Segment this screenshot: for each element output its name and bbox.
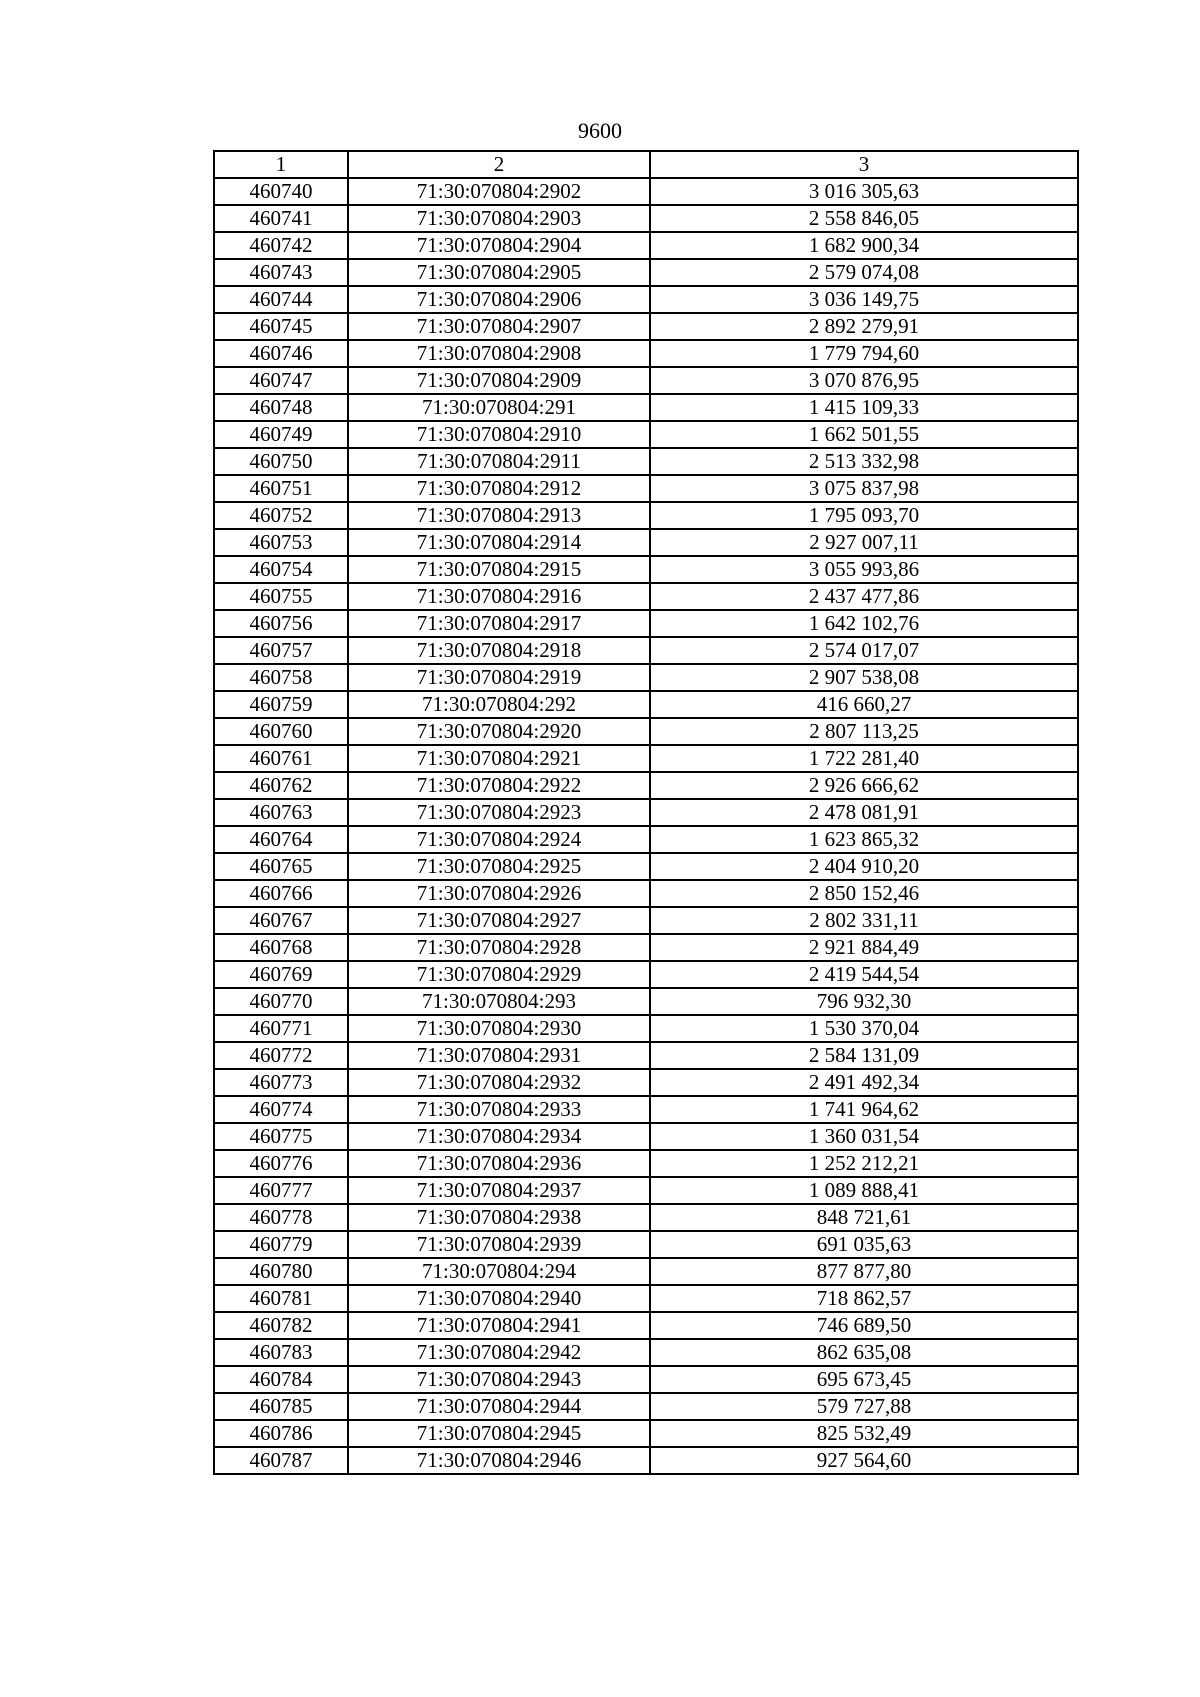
cadastral-number-cell: 71:30:070804:292 bbox=[348, 691, 650, 718]
table-row bbox=[214, 610, 1078, 637]
cadastral-number-cell: 71:30:070804:2942 bbox=[348, 1339, 650, 1366]
cadastral-number-cell: 71:30:070804:2927 bbox=[348, 907, 650, 934]
row-number-cell: 460780 bbox=[214, 1258, 348, 1285]
value-cell: 579 727,88 bbox=[650, 1393, 1078, 1420]
table-row bbox=[214, 826, 1078, 853]
cadastral-number-cell: 71:30:070804:2903 bbox=[348, 205, 650, 232]
row-number-cell: 460756 bbox=[214, 610, 348, 637]
row-number-cell: 460784 bbox=[214, 1366, 348, 1393]
cadastral-number-cell: 71:30:070804:2919 bbox=[348, 664, 650, 691]
row-number-cell: 460776 bbox=[214, 1150, 348, 1177]
value-cell: 2 513 332,98 bbox=[650, 448, 1078, 475]
value-cell: 1 360 031,54 bbox=[650, 1123, 1078, 1150]
row-number-cell: 460770 bbox=[214, 988, 348, 1015]
cadastral-number-cell: 71:30:070804:2924 bbox=[348, 826, 650, 853]
cadastral-number-cell: 71:30:070804:2931 bbox=[348, 1042, 650, 1069]
table-row bbox=[214, 1096, 1078, 1123]
value-cell: 2 478 081,91 bbox=[650, 799, 1078, 826]
row-number-cell: 460740 bbox=[214, 178, 348, 205]
row-number-cell: 460774 bbox=[214, 1096, 348, 1123]
row-number-cell: 460767 bbox=[214, 907, 348, 934]
value-cell: 1 623 865,32 bbox=[650, 826, 1078, 853]
value-cell: 718 862,57 bbox=[650, 1285, 1078, 1312]
table-row bbox=[214, 853, 1078, 880]
row-number-cell: 460768 bbox=[214, 934, 348, 961]
table-body bbox=[214, 151, 1078, 1474]
value-cell: 3 075 837,98 bbox=[650, 475, 1078, 502]
table-row bbox=[214, 961, 1078, 988]
row-number-cell: 460785 bbox=[214, 1393, 348, 1420]
table-row bbox=[214, 799, 1078, 826]
cadastral-number-cell: 71:30:070804:2928 bbox=[348, 934, 650, 961]
cadastral-number-cell: 71:30:070804:2938 bbox=[348, 1204, 650, 1231]
cadastral-number-cell: 71:30:070804:2914 bbox=[348, 529, 650, 556]
page-number: 9600 bbox=[578, 118, 622, 143]
cadastral-number-cell: 71:30:070804:2912 bbox=[348, 475, 650, 502]
table-row bbox=[214, 502, 1078, 529]
cadastral-number-cell: 71:30:070804:2902 bbox=[348, 178, 650, 205]
table-row bbox=[214, 1231, 1078, 1258]
value-cell: 2 579 074,08 bbox=[650, 259, 1078, 286]
cadastral-number-cell: 71:30:070804:2932 bbox=[348, 1069, 650, 1096]
table-row bbox=[214, 1447, 1078, 1474]
value-cell: 695 673,45 bbox=[650, 1366, 1078, 1393]
table-row bbox=[214, 367, 1078, 394]
value-cell: 1 662 501,55 bbox=[650, 421, 1078, 448]
cadastral-number-cell: 71:30:070804:2910 bbox=[348, 421, 650, 448]
row-number-cell: 460753 bbox=[214, 529, 348, 556]
cadastral-number-cell: 71:30:070804:2918 bbox=[348, 637, 650, 664]
table-row bbox=[214, 664, 1078, 691]
value-cell: 2 892 279,91 bbox=[650, 313, 1078, 340]
value-cell: 2 926 666,62 bbox=[650, 772, 1078, 799]
table-row bbox=[214, 1042, 1078, 1069]
row-number-cell: 460742 bbox=[214, 232, 348, 259]
cadastral-number-cell: 71:30:070804:2940 bbox=[348, 1285, 650, 1312]
table-row bbox=[214, 178, 1078, 205]
cadastral-number-cell: 71:30:070804:2922 bbox=[348, 772, 650, 799]
table-row bbox=[214, 583, 1078, 610]
row-number-cell: 460745 bbox=[214, 313, 348, 340]
cadastral-number-cell: 71:30:070804:2934 bbox=[348, 1123, 650, 1150]
row-number-cell: 460772 bbox=[214, 1042, 348, 1069]
row-number-cell: 460749 bbox=[214, 421, 348, 448]
table-row bbox=[214, 1393, 1078, 1420]
cadastral-number-cell: 71:30:070804:2913 bbox=[348, 502, 650, 529]
table-row bbox=[214, 988, 1078, 1015]
table-row bbox=[214, 556, 1078, 583]
cadastral-number-cell: 71:30:070804:2907 bbox=[348, 313, 650, 340]
value-cell: 1 741 964,62 bbox=[650, 1096, 1078, 1123]
value-cell: 2 437 477,86 bbox=[650, 583, 1078, 610]
cadastral-number-cell: 71:30:070804:2905 bbox=[348, 259, 650, 286]
row-number-cell: 460750 bbox=[214, 448, 348, 475]
cadastral-number-cell: 71:30:070804:2929 bbox=[348, 961, 650, 988]
table-row bbox=[214, 1312, 1078, 1339]
row-number-cell: 460769 bbox=[214, 961, 348, 988]
table-row bbox=[214, 205, 1078, 232]
value-cell: 1 415 109,33 bbox=[650, 394, 1078, 421]
cadastral-number-cell: 71:30:070804:2920 bbox=[348, 718, 650, 745]
value-cell: 1 682 900,34 bbox=[650, 232, 1078, 259]
cadastral-number-cell: 71:30:070804:2925 bbox=[348, 853, 650, 880]
cadastral-number-cell: 71:30:070804:2937 bbox=[348, 1177, 650, 1204]
cadastral-number-cell: 71:30:070804:2930 bbox=[348, 1015, 650, 1042]
table-row bbox=[214, 286, 1078, 313]
table-row bbox=[214, 1339, 1078, 1366]
table-row bbox=[214, 745, 1078, 772]
cadastral-number-cell: 71:30:070804:2911 bbox=[348, 448, 650, 475]
table-row bbox=[214, 313, 1078, 340]
row-number-cell: 460781 bbox=[214, 1285, 348, 1312]
cadastral-number-cell: 71:30:070804:2943 bbox=[348, 1366, 650, 1393]
cadastral-number-cell: 71:30:070804:2917 bbox=[348, 610, 650, 637]
row-number-cell: 460777 bbox=[214, 1177, 348, 1204]
cadastral-number-cell: 71:30:070804:2904 bbox=[348, 232, 650, 259]
value-cell: 1 252 212,21 bbox=[650, 1150, 1078, 1177]
value-cell: 2 574 017,07 bbox=[650, 637, 1078, 664]
value-cell: 691 035,63 bbox=[650, 1231, 1078, 1258]
row-number-cell: 460773 bbox=[214, 1069, 348, 1096]
value-cell: 2 558 846,05 bbox=[650, 205, 1078, 232]
row-number-cell: 460757 bbox=[214, 637, 348, 664]
cadastral-number-cell: 71:30:070804:2926 bbox=[348, 880, 650, 907]
value-cell: 2 419 544,54 bbox=[650, 961, 1078, 988]
row-number-cell: 460764 bbox=[214, 826, 348, 853]
table-row bbox=[214, 232, 1078, 259]
column-header-number: 1 bbox=[214, 151, 348, 178]
cadastral-number-cell: 71:30:070804:2941 bbox=[348, 1312, 650, 1339]
column-header-cadastral: 2 bbox=[348, 151, 650, 178]
row-number-cell: 460760 bbox=[214, 718, 348, 745]
row-number-cell: 460758 bbox=[214, 664, 348, 691]
row-number-cell: 460762 bbox=[214, 772, 348, 799]
table-row bbox=[214, 880, 1078, 907]
table-row bbox=[214, 1069, 1078, 1096]
column-header-value: 3 bbox=[650, 151, 1078, 178]
cadastral-number-cell: 71:30:070804:2946 bbox=[348, 1447, 650, 1474]
row-number-cell: 460771 bbox=[214, 1015, 348, 1042]
value-cell: 2 802 331,11 bbox=[650, 907, 1078, 934]
row-number-cell: 460786 bbox=[214, 1420, 348, 1447]
cadastral-number-cell: 71:30:070804:291 bbox=[348, 394, 650, 421]
table-row bbox=[214, 1123, 1078, 1150]
table-row bbox=[214, 1366, 1078, 1393]
table-row bbox=[214, 637, 1078, 664]
cadastral-number-cell: 71:30:070804:2933 bbox=[348, 1096, 650, 1123]
row-number-cell: 460754 bbox=[214, 556, 348, 583]
table-row bbox=[214, 907, 1078, 934]
value-cell: 2 584 131,09 bbox=[650, 1042, 1078, 1069]
value-cell: 796 932,30 bbox=[650, 988, 1078, 1015]
table-row bbox=[214, 475, 1078, 502]
cadastral-number-cell: 71:30:070804:2944 bbox=[348, 1393, 650, 1420]
table-row bbox=[214, 1285, 1078, 1312]
cadastral-number-cell: 71:30:070804:2915 bbox=[348, 556, 650, 583]
row-number-cell: 460759 bbox=[214, 691, 348, 718]
table-row bbox=[214, 1204, 1078, 1231]
row-number-cell: 460751 bbox=[214, 475, 348, 502]
row-number-cell: 460787 bbox=[214, 1447, 348, 1474]
row-number-cell: 460765 bbox=[214, 853, 348, 880]
table-row bbox=[214, 340, 1078, 367]
table-row bbox=[214, 259, 1078, 286]
value-cell: 3 055 993,86 bbox=[650, 556, 1078, 583]
table-row bbox=[214, 718, 1078, 745]
cadastral-number-cell: 71:30:070804:2939 bbox=[348, 1231, 650, 1258]
row-number-cell: 460743 bbox=[214, 259, 348, 286]
cadastral-number-cell: 71:30:070804:2916 bbox=[348, 583, 650, 610]
row-number-cell: 460761 bbox=[214, 745, 348, 772]
cadastral-number-cell: 71:30:070804:2945 bbox=[348, 1420, 650, 1447]
table-row bbox=[214, 421, 1078, 448]
value-cell: 2 921 884,49 bbox=[650, 934, 1078, 961]
value-cell: 927 564,60 bbox=[650, 1447, 1078, 1474]
value-cell: 1 779 794,60 bbox=[650, 340, 1078, 367]
row-number-cell: 460783 bbox=[214, 1339, 348, 1366]
value-cell: 746 689,50 bbox=[650, 1312, 1078, 1339]
table-row bbox=[214, 934, 1078, 961]
cadastral-number-cell: 71:30:070804:2906 bbox=[348, 286, 650, 313]
cadastral-number-cell: 71:30:070804:2923 bbox=[348, 799, 650, 826]
row-number-cell: 460778 bbox=[214, 1204, 348, 1231]
value-cell: 2 907 538,08 bbox=[650, 664, 1078, 691]
table-row bbox=[214, 448, 1078, 475]
cadastral-number-cell: 71:30:070804:2921 bbox=[348, 745, 650, 772]
row-number-cell: 460755 bbox=[214, 583, 348, 610]
row-number-cell: 460775 bbox=[214, 1123, 348, 1150]
row-number-cell: 460752 bbox=[214, 502, 348, 529]
value-cell: 1 089 888,41 bbox=[650, 1177, 1078, 1204]
table-row bbox=[214, 1177, 1078, 1204]
value-cell: 1 530 370,04 bbox=[650, 1015, 1078, 1042]
cadastral-number-cell: 71:30:070804:2908 bbox=[348, 340, 650, 367]
table-row bbox=[214, 1420, 1078, 1447]
value-cell: 877 877,80 bbox=[650, 1258, 1078, 1285]
value-cell: 3 070 876,95 bbox=[650, 367, 1078, 394]
register-table bbox=[213, 150, 1079, 1475]
row-number-cell: 460747 bbox=[214, 367, 348, 394]
value-cell: 2 404 910,20 bbox=[650, 853, 1078, 880]
value-cell: 825 532,49 bbox=[650, 1420, 1078, 1447]
row-number-cell: 460766 bbox=[214, 880, 348, 907]
header-row bbox=[214, 151, 1078, 178]
cadastral-number-cell: 71:30:070804:294 bbox=[348, 1258, 650, 1285]
row-number-cell: 460746 bbox=[214, 340, 348, 367]
value-cell: 848 721,61 bbox=[650, 1204, 1078, 1231]
table-row bbox=[214, 772, 1078, 799]
value-cell: 1 795 093,70 bbox=[650, 502, 1078, 529]
table-row bbox=[214, 691, 1078, 718]
table-row bbox=[214, 394, 1078, 421]
value-cell: 3 016 305,63 bbox=[650, 178, 1078, 205]
cadastral-number-cell: 71:30:070804:2909 bbox=[348, 367, 650, 394]
row-number-cell: 460782 bbox=[214, 1312, 348, 1339]
table-row bbox=[214, 1015, 1078, 1042]
value-cell: 416 660,27 bbox=[650, 691, 1078, 718]
row-number-cell: 460744 bbox=[214, 286, 348, 313]
value-cell: 2 850 152,46 bbox=[650, 880, 1078, 907]
value-cell: 1 642 102,76 bbox=[650, 610, 1078, 637]
cadastral-number-cell: 71:30:070804:293 bbox=[348, 988, 650, 1015]
value-cell: 1 722 281,40 bbox=[650, 745, 1078, 772]
value-cell: 862 635,08 bbox=[650, 1339, 1078, 1366]
value-cell: 3 036 149,75 bbox=[650, 286, 1078, 313]
row-number-cell: 460741 bbox=[214, 205, 348, 232]
row-number-cell: 460763 bbox=[214, 799, 348, 826]
table-row bbox=[214, 1150, 1078, 1177]
table-row bbox=[214, 1258, 1078, 1285]
row-number-cell: 460779 bbox=[214, 1231, 348, 1258]
table-row bbox=[214, 529, 1078, 556]
row-number-cell: 460748 bbox=[214, 394, 348, 421]
cadastral-number-cell: 71:30:070804:2936 bbox=[348, 1150, 650, 1177]
value-cell: 2 491 492,34 bbox=[650, 1069, 1078, 1096]
value-cell: 2 927 007,11 bbox=[650, 529, 1078, 556]
value-cell: 2 807 113,25 bbox=[650, 718, 1078, 745]
